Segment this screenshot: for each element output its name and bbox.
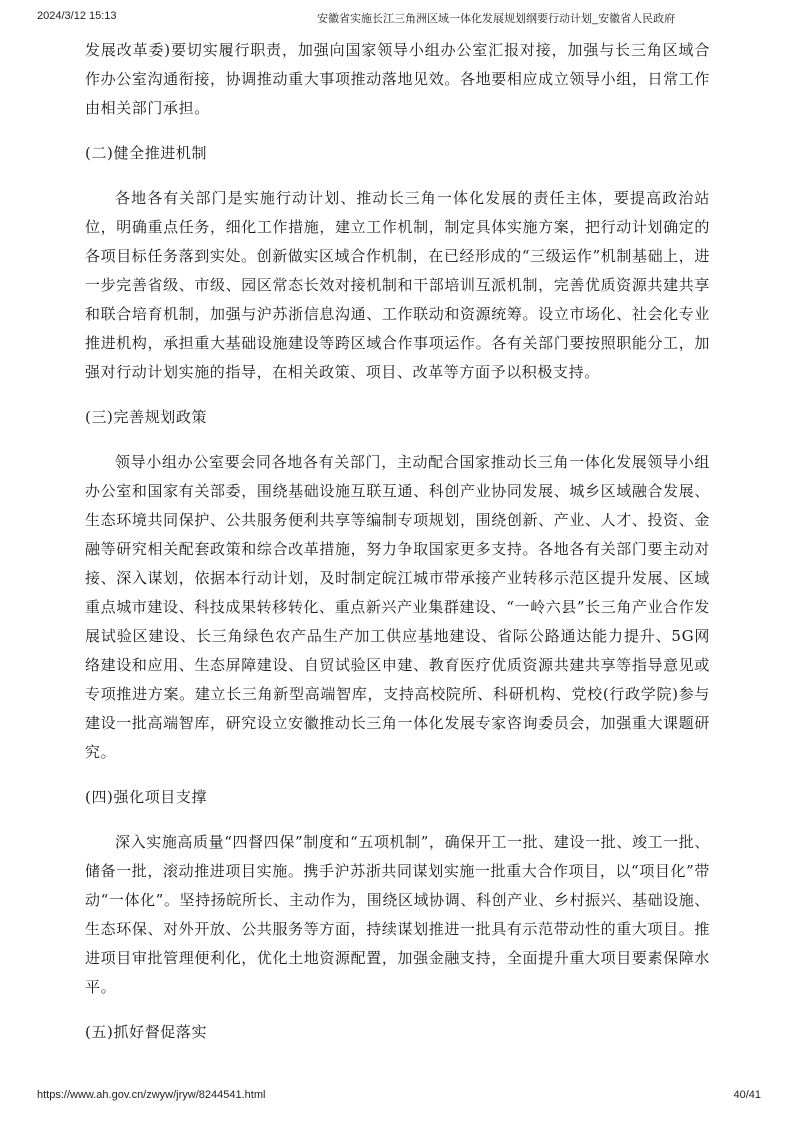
page-number: 40/41	[733, 1089, 761, 1101]
paragraph-continued: 发展改革委)要切实履行职责，加强向国家领导小组办公室汇报对接，加强与长三角区域合作办公室沟通衔接，协调推动重大事项推动落地见效。各地要相应成立领导小组，日常工作由相关部门承担。	[85, 41, 710, 117]
document-title: 安徽省实施长江三角洲区域一体化发展规划纲要行动计划_安徽省人民政府	[317, 13, 676, 25]
section-heading-5: (五)抓好督促落实	[85, 1023, 208, 1041]
print-header	[37, 10, 763, 26]
section-heading-3: (三)完善规划政策	[85, 408, 208, 426]
section-heading-4: (四)强化项目支撑	[85, 788, 208, 806]
print-footer	[37, 1089, 761, 1105]
page-url: https://www.ah.gov.cn/zwyw/jryw/8244541.html	[37, 1089, 266, 1101]
paragraph-planning: 领导小组办公室要会同各地各有关部门，主动配合国家推动长三角一体化发展领导小组办公室和国家有关部委，围绕基础设施互联互通、科创产业协同发展、城乡区域融合发展、生态环境共同保护、公共服务便利共享等编制专项规划，围绕创新、产业、人才、投资、金融等研究相关配套政策和综合改革措施，努力争取国家更多支持。各地各有关部门要主动对接、深入谋划，依据本行动计划，及时制定皖江城市带承接产业转移示范区提升发展、区域重点城市建设、科技成果转移转化、重点新兴产业集群建设、“一岭六县”长三角产业合作发展试验区建设、长三角绿色农产品生产加工供应基地建设、省际公路通达能力提升、5G网络建设和应用、生态屏障建设、自贸试验区申建、教育医疗优质资源共建共享等指导意见或专项推进方案。建立长三角新型高端智库，支持高校院所、科研机构、党校(行政学院)参与建设一批高端智库，研究设立安徽推动长三角一体化发展专家咨询委员会，加强重大课题研究。	[85, 453, 710, 761]
paragraph-mechanism: 各地各有关部门是实施行动计划、推动长三角一体化发展的责任主体，要提高政治站位，明确重点任务，细化工作措施，建立工作机制，制定具体实施方案，把行动计划确定的各项目标任务落到实处。创新做实区域合作机制，在已经形成的“三级运作”机制基础上，进一步完善省级、市级、园区常态长效对接机制和干部培训互派机制，完善优质资源共建共享和联合培育机制，加强与沪苏浙信息沟通、工作联动和资源统筹。设立市场化、社会化专业推进机构，承担重大基础设施建设等跨区域合作事项运作。各有关部门要按照职能分工，加强对行动计划实施的指导，在相关政策、项目、改革等方面予以积极支持。	[85, 189, 710, 381]
paragraph-projects: 深入实施高质量“四督四保”制度和“五项机制”，确保开工一批、建设一批、竣工一批、储备一批，滚动推进项目实施。携手沪苏浙共同谋划实施一批重大合作项目，以“项目化”带动“一体化”。坚持扬皖所长、主动作为，围绕区域协调、科创产业、乡村振兴、基础设施、生态环保、对外开放、公共服务等方面，持续谋划推进一批具有示范带动性的重大项目。推进项目审批管理便利化，优化土地资源配置，加强金融支持，全面提升重大项目要素保障水平。	[85, 833, 710, 996]
print-datetime: 2024/3/12 15:13	[37, 10, 117, 22]
article-body	[85, 36, 710, 1047]
section-heading-2: (二)健全推进机制	[85, 144, 208, 162]
